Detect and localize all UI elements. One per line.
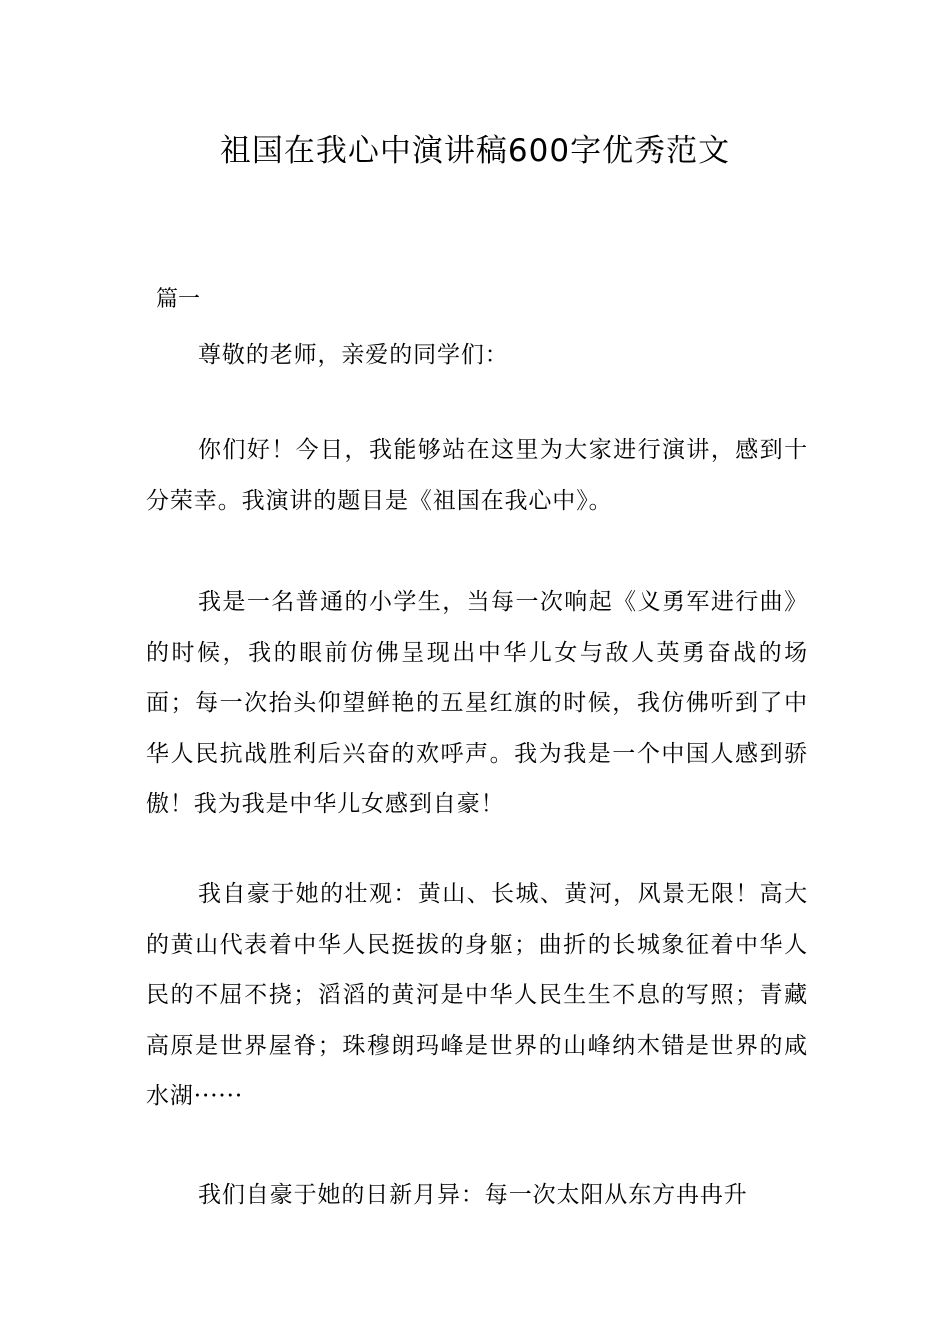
paragraph-greeting: 尊敬的老师，亲爱的同学们：: [198, 342, 509, 368]
paragraph-landscape: 我自豪于她的壮观：黄山、长城、黄河，风景无限！高大的黄山代表着中华人民挺拔的身躯；曲折的长城象征着中华人民的不屈不挠；滔滔的黄河是中华人民生生不息的写照；青藏高原是世界屋脊；珠穆朗玛峰是世界的山峰纳木错是世界的咸水湖······: [146, 881, 808, 1109]
paragraph-progress: 我们自豪于她的日新月异：每一次太阳从东方冉冉升: [198, 1182, 748, 1208]
section-label: 篇一: [156, 287, 201, 312]
paragraph-intro: 你们好！今日，我能够站在这里为大家进行演讲，感到十分荣幸。我演讲的题目是《祖国在我心中》。: [146, 437, 808, 514]
paragraph-pride: 我是一名普通的小学生，当每一次响起《义勇军进行曲》的时候，我的眼前仿佛呈现出中华儿女与敌人英勇奋战的场面；每一次抬头仰望鲜艳的五星红旗的时候，我仿佛听到了中华人民抗战胜利后兴奋的欢呼声。我为我是一个中国人感到骄傲！我为我是中华儿女感到自豪！: [146, 589, 808, 817]
document-title: 祖国在我心中演讲稿600字优秀范文: [219, 133, 731, 169]
